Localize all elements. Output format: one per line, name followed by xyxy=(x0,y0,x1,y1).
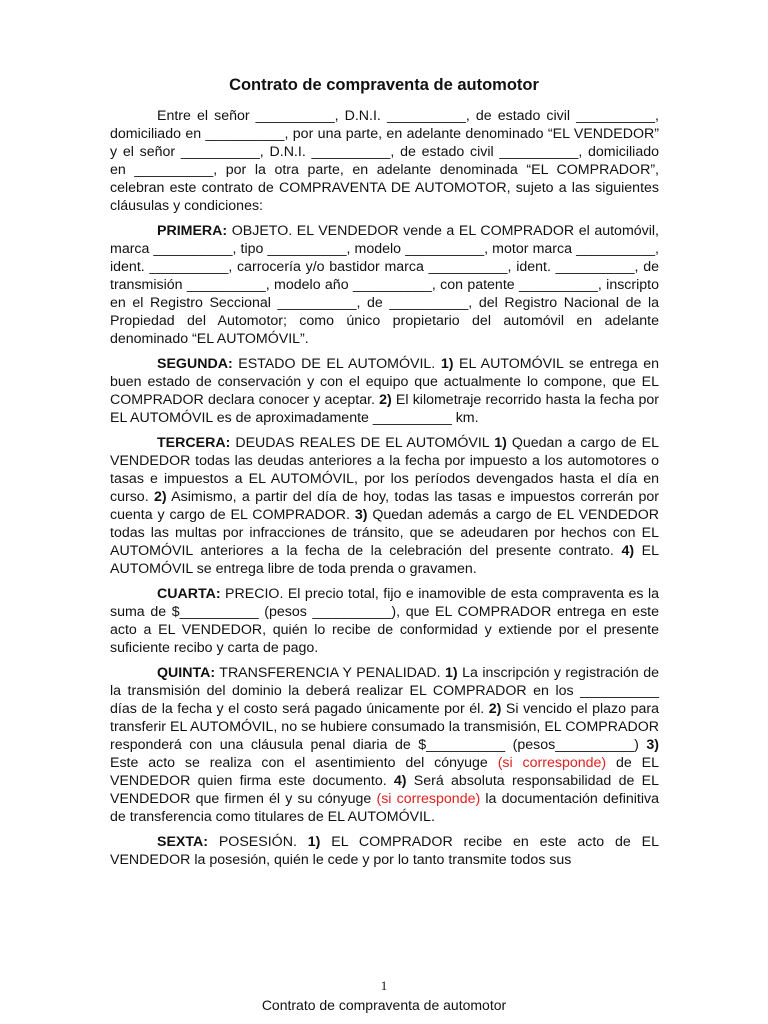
clause-text: EL COMPRADOR recibe en este acto de EL VENDEDOR la posesión, quién le cede y por lo tanto transmite todos sus xyxy=(110,834,659,868)
clause-text: EL AUTOMÓVIL se entrega en buen estado de conservación y con el equipo que actualmente lo compone, que EL COMPRADOR declara conocer y aceptar. xyxy=(110,356,659,408)
clause-heading-text: 3) xyxy=(354,507,368,523)
clause-heading-text: 1) xyxy=(445,665,458,681)
clause-text: ESTADO DE EL AUTOMÓVIL. xyxy=(232,356,441,372)
conditional-note-text: (si corresponde) xyxy=(497,755,607,771)
clause-heading-text: 4) xyxy=(393,773,407,789)
clause-text: Quedan además a cargo de EL VENDEDOR todas las multas por infracciones de tránsito, que se adeudaren por hechos con EL AUTOMÓVIL anteriores a la fecha de la celebración del presente contrato. xyxy=(110,507,659,559)
clause-text: El kilometraje recorrido hasta la fecha por EL AUTOMÓVIL es de aproximadamente __________ km. xyxy=(110,392,660,426)
clause-heading-text: 2) xyxy=(379,392,392,408)
document-title: Contrato de compraventa de automotor xyxy=(229,76,539,94)
clause-text: PRECIO. El precio total, fijo e inamovible de esta compraventa es la suma de $__________ (pesos __________), que EL COMPRADOR entrega en este acto a EL VENDEDOR, quién lo recibe de conformidad y extiende por el presente suficiente recibo y carta de pago. xyxy=(110,586,659,656)
clause-tercera xyxy=(110,434,659,578)
clause-heading-text: CUARTA: xyxy=(157,586,221,602)
conditional-note-text: (si corresponde) xyxy=(376,791,481,807)
clause-text: POSESIÓN. xyxy=(207,834,308,850)
page-footer: Contrato de compraventa de automotor xyxy=(261,997,507,1013)
clause-text: DEUDAS REALES DE EL AUTOMÓVIL xyxy=(230,435,495,451)
clause-text: Quedan a cargo de EL VENDEDOR todas las deudas anteriores a la fecha por impuesto a los automotores o tasas e impuestos a EL AUTOMÓVIL, por los períodos devengados hasta el día en curso. xyxy=(110,435,659,505)
clause-text: Será absoluta responsabilidad de EL VENDEDOR que firmen él y su cónyuge xyxy=(110,773,659,807)
clause-text: Este acto se realiza con el asentimiento del cónyuge xyxy=(110,755,498,771)
clause-heading-text: QUINTA: xyxy=(157,665,216,681)
clause-heading-text: 1) xyxy=(307,834,321,850)
document-body xyxy=(110,107,659,869)
clause-intro xyxy=(110,107,659,215)
clause-heading-text: 2) xyxy=(153,489,167,505)
clause-heading-text: SEXTA: xyxy=(157,834,208,850)
clause-text: EL AUTOMÓVIL se entrega libre de toda prenda o gravamen. xyxy=(110,543,659,577)
clause-text: Si vencido el plazo para transferir EL AUTOMÓVIL, no se hubiere consumado la transmisión, EL COMPRADOR responderá con una cláusula penal diaria de $__________ (pesos__________) xyxy=(110,701,659,753)
clause-text: La inscripción y registración de la transmisión del dominio la deberá realizar EL COMPRADOR en los __________ días de la fecha y el costo será pagado únicamente por él. xyxy=(110,665,659,717)
clause-heading-text: 1) xyxy=(494,435,507,451)
clause-cuarta xyxy=(110,585,659,657)
clause-heading-text: 3) xyxy=(646,737,659,753)
clause-text: TRANSFERENCIA Y PENALIDAD. xyxy=(215,665,446,681)
clause-heading-text: TERCERA: xyxy=(157,435,231,451)
clause-heading-text: 2) xyxy=(488,701,502,717)
clause-text: Entre el señor __________, D.N.I. __________, de estado civil __________, domiciliado en __________, por una parte, en adelante denominado “EL VENDEDOR” y el señor __________, D.N.I. __________, de estado civil __________, domiciliado en __________, por la otra parte, en adelante denominada “EL COMPRADOR”, celebran este contrato de COMPRAVENTA DE AUTOMOTOR, sujeto a las siguientes cláusulas y condiciones: xyxy=(110,108,659,214)
clause-heading-text: PRIMERA: xyxy=(157,223,228,239)
clause-text: la documentación definitiva de transferencia como titulares de EL AUTOMÓVIL. xyxy=(110,791,659,825)
page-number: 1 xyxy=(380,978,388,993)
clause-text: de EL VENDEDOR quien firma este documento. xyxy=(110,755,659,789)
clause-heading-text: 4) xyxy=(621,543,635,559)
clause-heading-text: 1) xyxy=(440,356,454,372)
clause-text: OBJETO. EL VENDEDOR vende a EL COMPRADOR el automóvil, marca __________, tipo __________, modelo __________, motor marca __________, ident. __________, carrocería y/o bastidor marca __________, ident. __________, de transmisión __________, modelo año __________, con patente __________, inscripto en el Registro Seccional __________, de __________, del Registro Nacional de la Propiedad del Automotor; como único propietario del automóvil en adelante denominado “EL AUTOMÓVIL”. xyxy=(110,223,659,347)
clause-heading-text: SEGUNDA: xyxy=(157,356,233,372)
clause-segunda xyxy=(110,355,659,427)
clause-primera xyxy=(110,222,659,348)
clause-quinta xyxy=(110,664,659,826)
clause-sexta xyxy=(110,833,659,869)
clause-text: Asimismo, a partir del día de hoy, todas las tasas e impuestos correrán por cuenta y cargo de EL COMPRADOR. xyxy=(110,489,659,523)
